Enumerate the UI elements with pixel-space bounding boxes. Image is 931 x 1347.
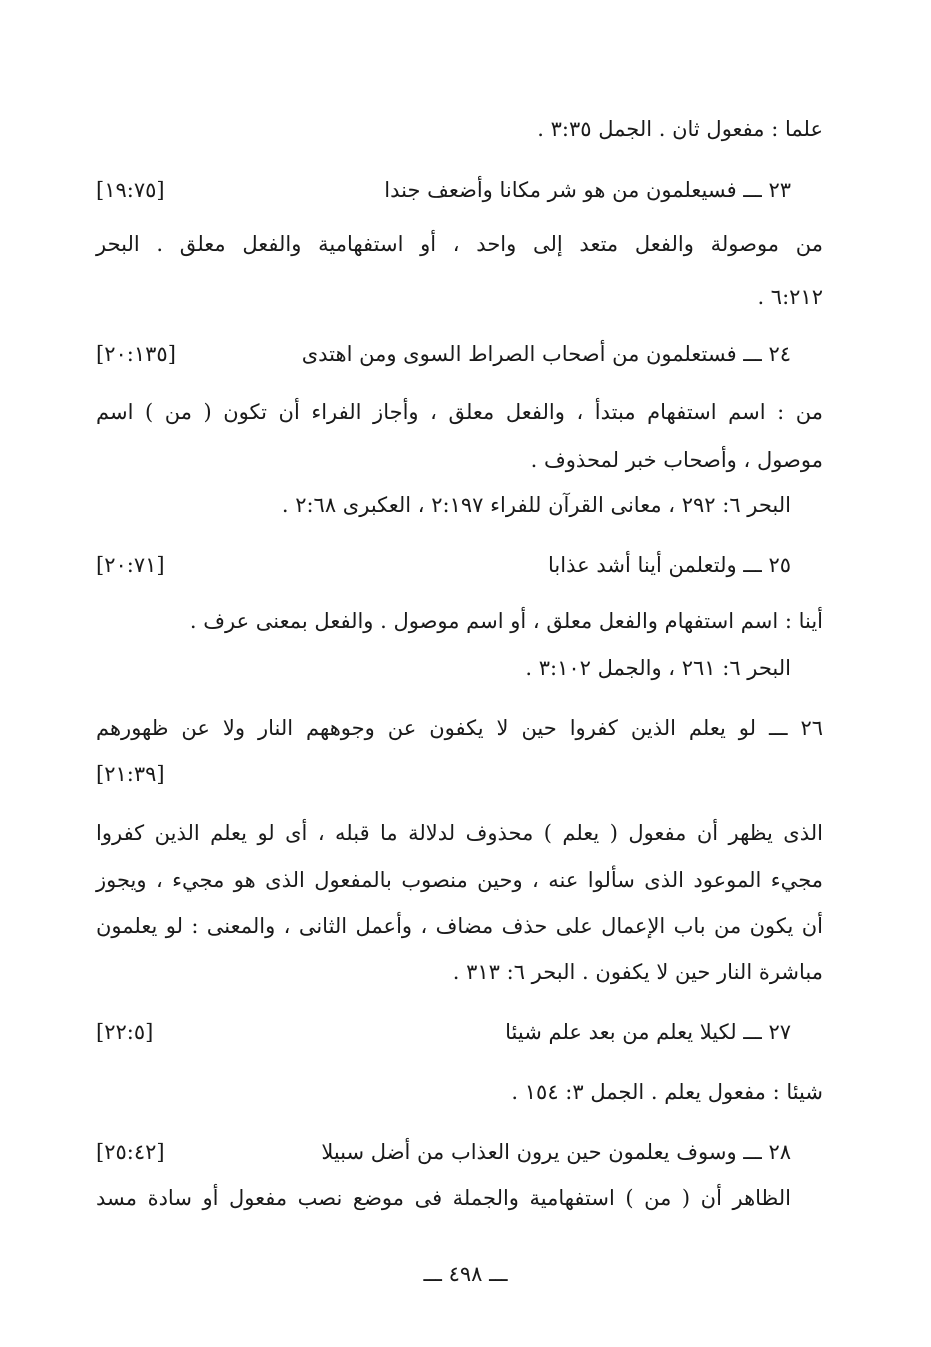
verse-line: ٢٧ ـــ لكيلا يعلم من بعد علم شيئا	[505, 1020, 791, 1044]
text-line: علما : مفعول ثان . الجمل ٣:٣٥ .	[537, 117, 823, 141]
text-line: الذى يظهر أن مفعول ( يعلم ) محذوف لدلالة ما قبله ، أى لو يعلم الذين كفروا	[96, 821, 823, 845]
text-line: أن يكون من باب الإعمال على حذف مضاف ، وأعمل الثانى ، والمعنى : لو يعلمون	[96, 914, 823, 938]
verse-line: ٢٦ ـــ لو يعلم الذين كفروا حين لا يكفون عن وجوههم النار ولا عن ظهورهم	[96, 716, 823, 740]
text-line: البحر ٦: ٢٩٢ ، معانى القرآن للفراء ٢:١٩٧ ، العكبرى ٢:٦٨ .	[281, 493, 791, 517]
text-line: مباشرة النار حين لا يكفون . البحر ٦: ٣١٣ .	[452, 960, 823, 984]
verse-line: ٢٤ ـــ فستعلمون من أصحاب الصراط السوى ومن اهتدى	[301, 342, 791, 366]
text-line: ٦:٢١٢ .	[757, 285, 823, 309]
text-line: أينا : اسم استفهام والفعل معلق ، أو اسم موصول . والفعل بمعنى عرف .	[189, 609, 823, 633]
verse-line: ٢٥ ـــ ولتعلمن أينا أشد عذابا	[548, 553, 791, 577]
text-line: البحر ٦: ٢٦١ ، والجمل ٣:١٠٢ .	[525, 656, 791, 680]
verse-reference: [١٩:٧٥]	[96, 178, 165, 202]
text-line: موصول ، وأصحاب خبر لمحذوف .	[530, 448, 823, 472]
text-line: من موصولة والفعل متعد إلى واحد ، أو استفهامية والفعل معلق . البحر	[96, 232, 823, 256]
text-line: من : اسم استفهام مبتدأ ، والفعل معلق ، وأجاز الفراء أن تكون ( من ) اسم	[96, 400, 823, 424]
text-line: الظاهر أن ( من ) استفهامية والجملة فى موضع نصب مفعول أو سادة مسد	[96, 1186, 791, 1210]
verse-line: ٢٨ ـــ وسوف يعلمون حين يرون العذاب من أضل سبيلا	[321, 1140, 791, 1164]
verse-line: ٢٣ ـــ فسيعلمون من هو شر مكانا وأضعف جندا	[384, 178, 791, 202]
text-line: مجيء الموعود الذى سألوا عنه ، وحين منصوب بالمفعول الذى هو مجيء ، ويجوز	[96, 868, 823, 892]
page-number: ـــ ٤٩٨ ـــ	[423, 1262, 508, 1286]
verse-reference: [٢٠:٧١]	[96, 553, 165, 577]
verse-reference: [٢٠:١٣٥]	[96, 342, 176, 366]
verse-reference: [٢١:٣٩]	[96, 762, 165, 786]
verse-reference: [٢٥:٤٢]	[96, 1140, 165, 1164]
verse-reference: [٢٢:٥]	[96, 1020, 154, 1044]
text-line: شيئا : مفعول يعلم . الجمل ٣: ١٥٤ .	[511, 1080, 823, 1104]
